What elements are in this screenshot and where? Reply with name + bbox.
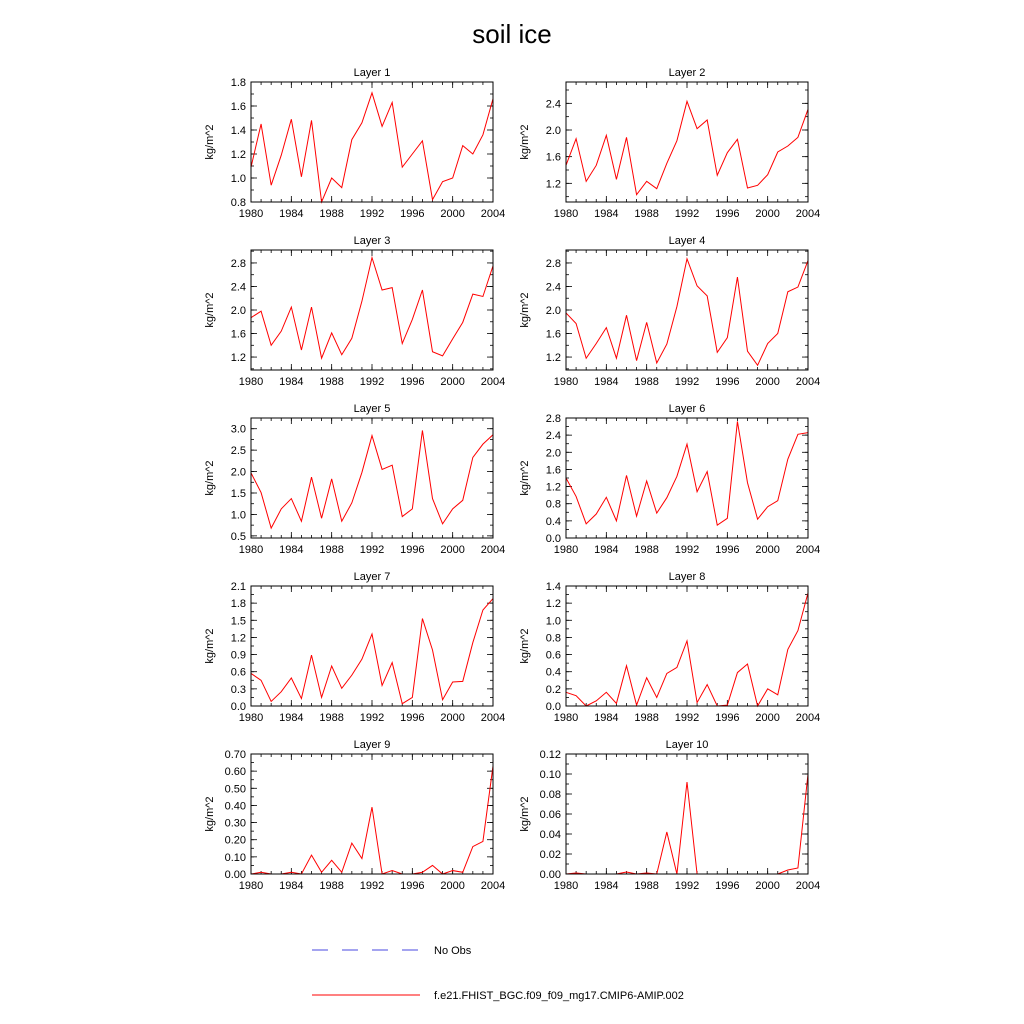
x-tick-label: 2000	[755, 376, 780, 388]
y-tick-label: 0.20	[224, 834, 246, 847]
x-tick-label: 2000	[440, 376, 465, 388]
x-tick-label: 1984	[594, 544, 619, 556]
panel-title: Layer 1	[353, 67, 391, 79]
y-tick-label: 2.4	[545, 281, 561, 294]
series-line	[251, 599, 493, 704]
legend-label-model: f.e21.FHIST_BGC.f09_f09_mg17.CMIP6-AMIP.002	[434, 990, 684, 1002]
x-tick-label: 1980	[238, 712, 264, 724]
x-tick-label: 2004	[480, 544, 506, 556]
x-tick-label: 1992	[359, 544, 385, 556]
y-tick-label: 1.6	[545, 328, 561, 341]
panel-title: Layer 10	[665, 739, 709, 751]
chart-panel-layer-5	[204, 403, 505, 556]
series-line	[566, 259, 808, 365]
y-tick-label: 1.4	[545, 581, 561, 593]
x-tick-label: 2000	[755, 208, 780, 220]
x-tick-label: 2004	[795, 712, 821, 724]
y-tick-label: 0.8	[545, 498, 561, 511]
x-tick-label: 1988	[319, 376, 344, 388]
plot-frame	[251, 586, 493, 706]
y-tick-label: 0.30	[224, 817, 246, 830]
x-tick-label: 1988	[319, 544, 344, 556]
y-axis-label: kg/m^2	[204, 124, 216, 160]
x-tick-label: 2004	[795, 544, 821, 556]
series-line	[566, 593, 808, 706]
y-tick-label: 0.40	[224, 800, 246, 813]
x-tick-label: 1988	[319, 712, 344, 724]
y-tick-label: 1.0	[230, 509, 246, 522]
y-tick-label: 0.4	[545, 666, 561, 679]
y-tick-label: 0.10	[224, 851, 246, 864]
y-tick-label: 2.0	[545, 305, 561, 317]
y-tick-label: 1.0	[230, 173, 246, 185]
x-tick-label: 1984	[279, 712, 304, 724]
x-tick-label: 1980	[553, 376, 579, 388]
x-tick-label: 1988	[634, 376, 659, 388]
y-tick-label: 1.6	[230, 101, 246, 113]
plot-frame	[566, 586, 808, 706]
panel-title: Layer 3	[353, 235, 391, 247]
x-tick-label: 1996	[400, 376, 425, 388]
y-tick-label: 1.2	[545, 352, 561, 365]
y-tick-label: 0.9	[230, 649, 246, 662]
y-tick-label: 0.8	[545, 632, 561, 645]
chart-panel-layer-9	[204, 739, 505, 892]
y-tick-label: 0.00	[224, 869, 246, 881]
x-tick-label: 1996	[715, 880, 740, 892]
x-tick-label: 2000	[440, 880, 465, 892]
x-tick-label: 1980	[553, 208, 579, 220]
y-axis-label: kg/m^2	[519, 628, 531, 664]
y-tick-label: 0.0	[230, 701, 246, 713]
y-tick-label: 0.0	[545, 701, 561, 713]
y-tick-label: 2.5	[230, 445, 246, 458]
y-tick-label: 0.4	[545, 515, 561, 528]
x-tick-label: 1980	[553, 712, 579, 724]
x-tick-label: 1992	[359, 376, 385, 388]
x-tick-label: 1996	[400, 544, 425, 556]
x-tick-label: 1984	[279, 880, 304, 892]
y-tick-label: 2.1	[230, 581, 246, 593]
chart-panel-layer-7	[204, 571, 505, 724]
x-tick-label: 1988	[634, 208, 659, 220]
x-tick-label: 1996	[715, 544, 740, 556]
y-tick-label: 0.50	[224, 783, 246, 796]
x-tick-label: 2000	[440, 208, 465, 220]
x-tick-label: 2004	[480, 208, 506, 220]
x-tick-label: 2004	[480, 376, 506, 388]
y-tick-label: 2.8	[545, 257, 561, 270]
y-tick-label: 1.2	[230, 632, 246, 645]
y-tick-label: 1.2	[230, 352, 246, 365]
plot-frame	[566, 418, 808, 538]
x-tick-label: 2000	[440, 544, 465, 556]
x-tick-label: 1984	[279, 208, 304, 220]
x-tick-label: 1984	[594, 880, 619, 892]
x-tick-label: 1996	[400, 712, 425, 724]
y-tick-label: 0.0	[545, 533, 561, 545]
legend	[312, 945, 684, 1002]
y-tick-label: 2.0	[230, 305, 246, 317]
x-tick-label: 1992	[674, 208, 700, 220]
x-tick-label: 1988	[319, 208, 344, 220]
series-line	[566, 101, 808, 194]
chart-panel-layer-4	[519, 235, 820, 388]
y-axis-label: kg/m^2	[519, 796, 531, 832]
y-tick-label: 1.4	[230, 125, 246, 137]
y-tick-label: 0.00	[539, 869, 561, 881]
x-tick-label: 1992	[359, 880, 385, 892]
x-tick-label: 2004	[795, 880, 821, 892]
y-tick-label: 1.2	[230, 149, 246, 161]
y-tick-label: 2.4	[230, 281, 246, 294]
x-tick-label: 1984	[594, 712, 619, 724]
x-tick-label: 2004	[795, 208, 821, 220]
y-tick-label: 1.8	[230, 77, 246, 89]
x-tick-label: 1988	[634, 880, 659, 892]
y-axis-label: kg/m^2	[204, 796, 216, 832]
x-tick-label: 1996	[715, 208, 740, 220]
y-tick-label: 0.10	[539, 769, 561, 781]
series-line	[566, 421, 808, 525]
x-tick-label: 1984	[594, 208, 619, 220]
x-tick-label: 1980	[238, 880, 264, 892]
y-tick-label: 2.0	[545, 447, 561, 460]
x-tick-label: 1996	[715, 712, 740, 724]
y-tick-label: 2.4	[545, 98, 561, 111]
x-tick-label: 1996	[715, 376, 740, 388]
y-tick-label: 0.08	[539, 789, 561, 801]
y-axis-label: kg/m^2	[204, 292, 216, 328]
x-tick-label: 1992	[359, 712, 385, 724]
series-line	[251, 766, 493, 874]
y-tick-label: 1.5	[230, 615, 246, 628]
series-line	[251, 93, 493, 202]
x-tick-label: 1992	[359, 208, 385, 220]
y-tick-label: 0.6	[230, 666, 246, 679]
y-tick-label: 1.6	[230, 328, 246, 341]
panel-title: Layer 7	[353, 571, 391, 583]
y-tick-label: 1.8	[230, 598, 246, 611]
panel-title: Layer 6	[668, 403, 706, 415]
y-tick-label: 0.60	[224, 766, 246, 779]
y-tick-label: 0.2	[545, 683, 561, 696]
y-tick-label: 0.06	[539, 809, 561, 821]
y-axis-label: kg/m^2	[204, 460, 216, 496]
y-tick-label: 3.0	[230, 423, 246, 436]
x-tick-label: 2004	[480, 880, 506, 892]
chart-panel-layer-8	[519, 571, 820, 724]
series-line	[251, 430, 493, 528]
panel-title: Layer 4	[668, 235, 706, 247]
y-axis-label: kg/m^2	[204, 628, 216, 664]
y-axis-label: kg/m^2	[519, 124, 531, 160]
x-tick-label: 1992	[674, 712, 700, 724]
chart-panel-layer-2	[519, 67, 820, 220]
series-line	[566, 774, 808, 874]
x-tick-label: 2000	[755, 880, 780, 892]
y-tick-label: 1.2	[545, 481, 561, 494]
panels-group	[204, 67, 820, 892]
plot-frame	[251, 250, 493, 370]
x-tick-label: 1992	[674, 376, 700, 388]
x-tick-label: 1992	[674, 544, 700, 556]
y-tick-label: 1.2	[545, 178, 561, 191]
x-tick-label: 1992	[674, 880, 700, 892]
x-tick-label: 2004	[795, 376, 821, 388]
y-tick-label: 0.02	[539, 849, 561, 861]
x-tick-label: 1980	[238, 376, 264, 388]
y-tick-label: 2.0	[545, 125, 561, 137]
chart-panel-layer-1	[204, 67, 505, 220]
legend-label-no-obs: No Obs	[434, 945, 472, 957]
y-axis-label: kg/m^2	[519, 292, 531, 328]
y-axis-label: kg/m^2	[519, 460, 531, 496]
y-tick-label: 0.04	[539, 829, 561, 841]
plot-frame	[566, 250, 808, 370]
y-tick-label: 1.6	[545, 151, 561, 164]
x-tick-label: 1980	[553, 880, 579, 892]
series-line	[251, 258, 493, 359]
x-tick-label: 1984	[279, 544, 304, 556]
chart-panel-layer-6	[519, 403, 820, 556]
x-tick-label: 2000	[440, 712, 465, 724]
x-tick-label: 1980	[553, 544, 579, 556]
y-tick-label: 2.4	[545, 430, 561, 443]
x-tick-label: 1980	[238, 208, 264, 220]
plot-frame	[251, 82, 493, 202]
x-tick-label: 2000	[755, 712, 780, 724]
x-tick-label: 1984	[279, 376, 304, 388]
panel-title: Layer 8	[668, 571, 706, 583]
chart-panel-layer-3	[204, 235, 505, 388]
y-tick-label: 0.12	[539, 749, 561, 761]
plot-frame	[566, 754, 808, 874]
y-tick-label: 0.70	[224, 749, 246, 761]
y-tick-label: 1.6	[545, 464, 561, 477]
x-tick-label: 1996	[400, 880, 425, 892]
x-tick-label: 1988	[319, 880, 344, 892]
y-tick-label: 0.5	[230, 530, 246, 543]
figure-title: soil ice	[472, 19, 552, 49]
chart-panel-layer-10	[519, 739, 820, 892]
y-tick-label: 1.0	[545, 615, 561, 628]
y-tick-label: 1.2	[545, 598, 561, 611]
panel-title: Layer 5	[353, 403, 391, 415]
plot-frame	[251, 754, 493, 874]
y-tick-label: 2.0	[230, 466, 246, 479]
panel-title: Layer 9	[353, 739, 391, 751]
y-tick-label: 1.5	[230, 488, 246, 500]
x-tick-label: 2004	[480, 712, 506, 724]
x-tick-label: 1988	[634, 712, 659, 724]
y-tick-label: 0.6	[545, 649, 561, 662]
x-tick-label: 1984	[594, 376, 619, 388]
y-tick-label: 2.8	[545, 413, 561, 425]
x-tick-label: 1980	[238, 544, 264, 556]
x-tick-label: 1988	[634, 544, 659, 556]
y-tick-label: 2.8	[230, 257, 246, 270]
x-tick-label: 1996	[400, 208, 425, 220]
panel-title: Layer 2	[668, 67, 706, 79]
x-tick-label: 2000	[755, 544, 780, 556]
y-tick-label: 0.8	[230, 197, 246, 209]
y-tick-label: 0.3	[230, 683, 246, 696]
